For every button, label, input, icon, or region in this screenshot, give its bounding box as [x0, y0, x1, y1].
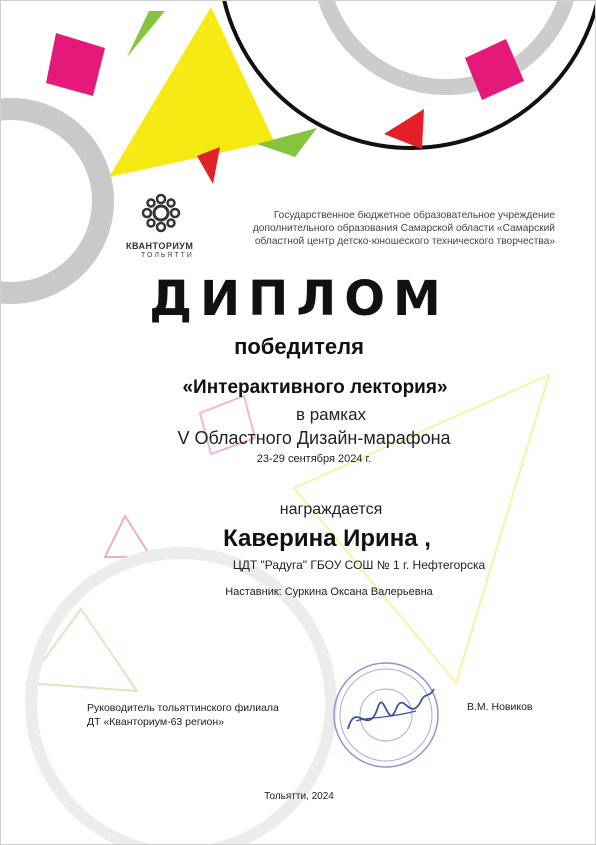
organization-line-1: Государственное бюджетное образовательное учреждение: [273, 210, 555, 221]
diploma-title: ДИПЛОМ: [149, 271, 449, 327]
gray-ring-top-left: [1, 109, 103, 293]
organization-line-2: дополнительного образования Самарской области «Самарский: [252, 223, 555, 234]
awarded-text: награждается: [279, 501, 383, 518]
logo-city: ТОЛЬЯТТИ: [141, 252, 194, 259]
kvantorium-logo-icon: [141, 193, 181, 233]
director-name: В.М. Новиков: [467, 701, 533, 713]
yellow-triangle: [109, 7, 274, 177]
organization-name: [209, 209, 555, 248]
green-triangle-top: [127, 11, 165, 57]
recipient-school: ЦДТ "Радуга" ГБОУ СОШ № 1 г. Нефтегорска: [232, 558, 486, 572]
official-stamp-icon: [326, 659, 446, 771]
mentor-name: Наставник: Суркина Оксана Валерьевна: [225, 586, 433, 598]
event-dates: 23-29 сентября 2024 г.: [256, 453, 372, 465]
marathon-name: V Областного Дизайн-марафона: [177, 428, 451, 448]
magenta-square-left: [46, 33, 105, 96]
red-triangle-right: [384, 109, 424, 149]
logo-name: КВАНТОРИУМ: [126, 241, 194, 251]
director-position: [87, 701, 279, 729]
organization-line-3: областной центр детско-юношеского технического творчества»: [254, 236, 555, 247]
recipient-name: Каверина Ирина ,: [223, 525, 431, 552]
within-text: в рамках: [295, 405, 367, 424]
event-name: «Интерактивного лектория»: [182, 377, 448, 398]
diploma-subtitle: победителя: [234, 334, 364, 359]
gray-arc-top-right: [320, 1, 572, 87]
place-and-year: Тольятти, 2024: [264, 791, 334, 802]
director-position-line-2: ДТ «Кванториум-63 регион»: [87, 716, 225, 728]
director-position-line-1: Руководитель тольяттинского филиала: [87, 702, 279, 714]
